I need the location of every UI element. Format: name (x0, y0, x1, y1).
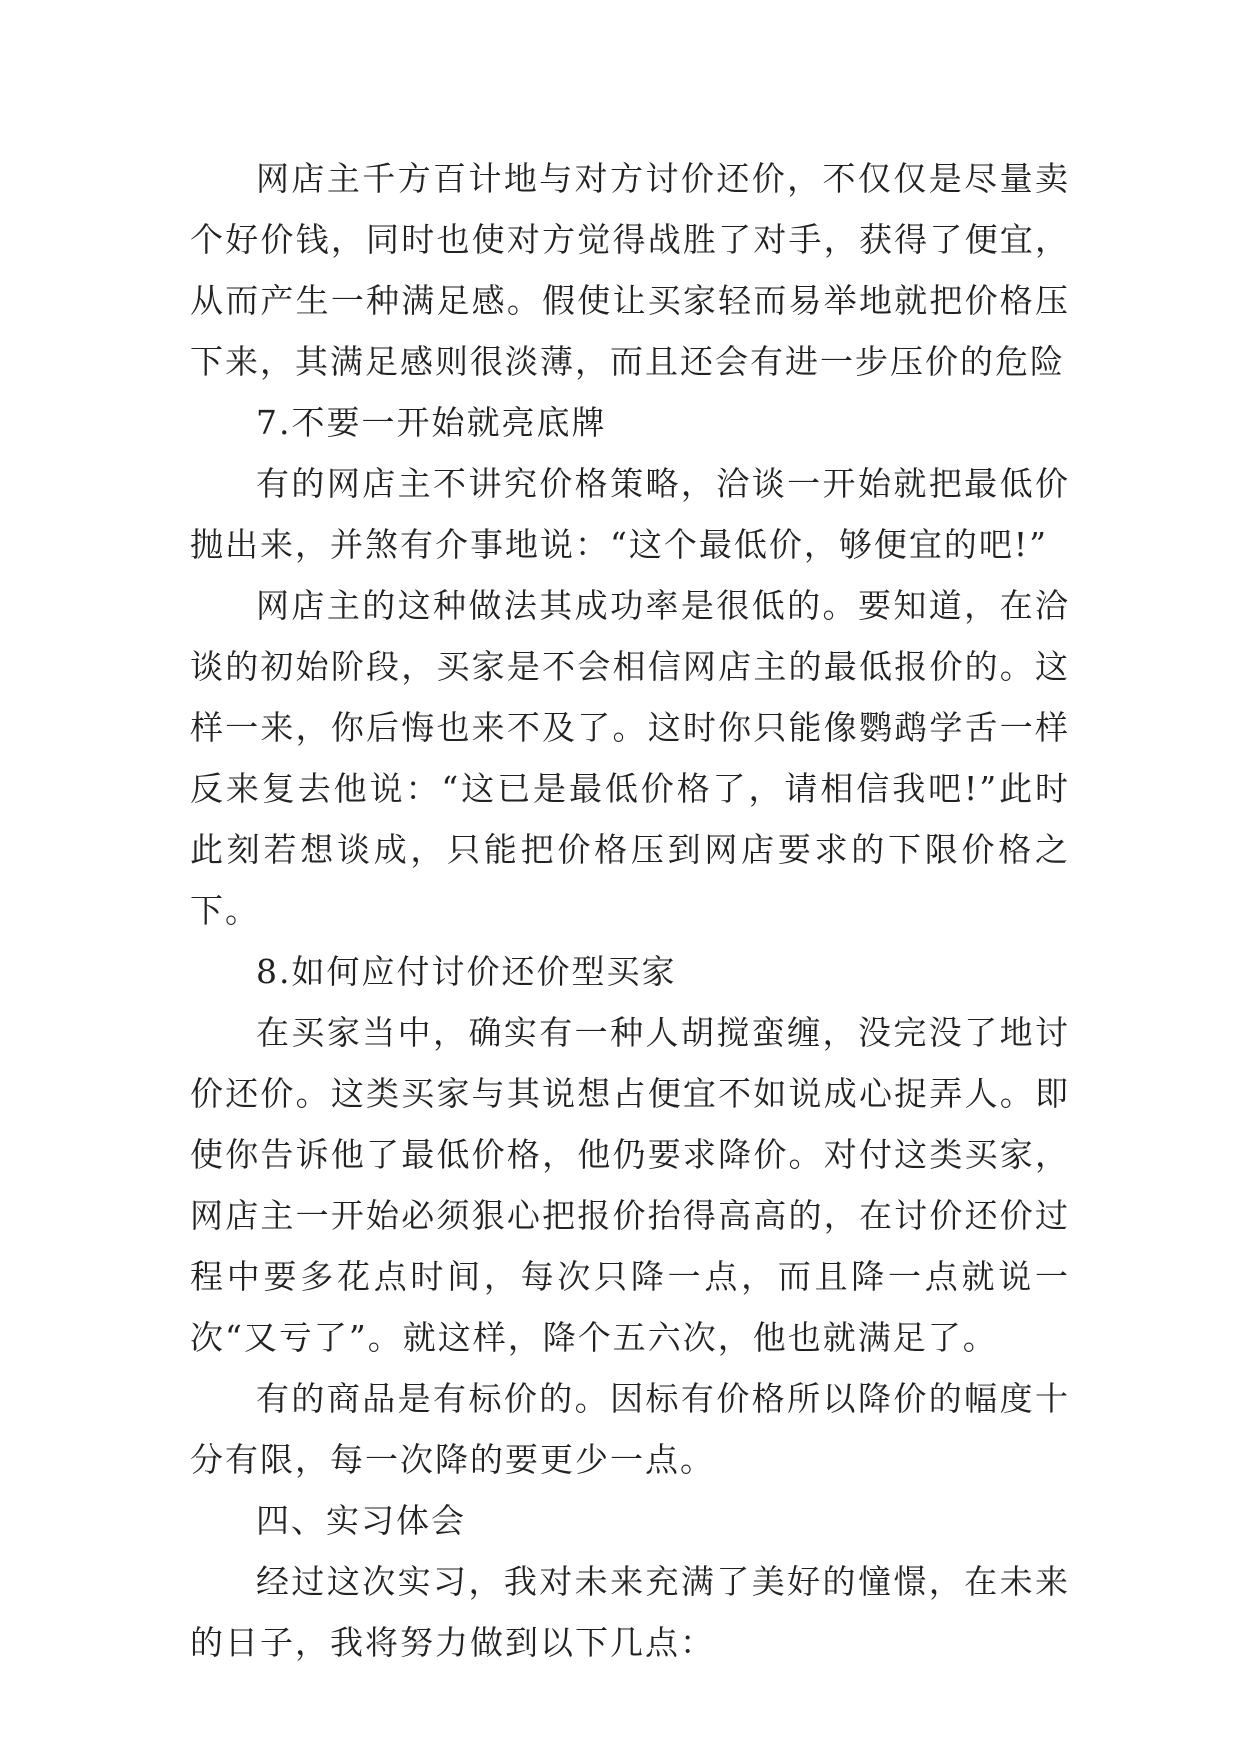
section-heading-internship-experience: 四、实习体会 (256, 1501, 466, 1540)
document-body (190, 148, 1070, 1673)
paragraph-marked-price: 有的商品是有标价的。因标有价格所以降价的幅度十分有限，每一次降的要更少一点。 (190, 1379, 1070, 1479)
paragraph-lowest-price-upfront: 有的网店主不讲究价格策略，洽谈一开始就把最低价抛出来，并煞有介事地说：“这个最低价，够便宜的吧!” (190, 464, 1070, 564)
section-heading-8: 8.如何应付讨价还价型买家 (256, 952, 677, 991)
paragraph-future-goals: 经过这次实习，我对未来充满了美好的憧憬，在未来的日子，我将努力做到以下几点： (190, 1562, 1070, 1662)
section-heading-7: 7.不要一开始就亮底牌 (256, 403, 607, 442)
paragraph-bargaining-buyers: 在买家当中，确实有一种人胡搅蛮缠，没完没了地讨价还价。这类买家与其说想占便宜不如说成心捉弄人。即使你告诉他了最低价格，他仍要求降价。对付这类买家，网店主一开始必须狠心把报价抬得高高的，在讨价还价过程中要多花点时间，每次只降一点，而且降一点就说一次“又亏了”。就这样，降个五六次，他也就满足了。 (190, 1013, 1070, 1357)
paragraph-bargaining-satisfaction: 网店主千方百计地与对方讨价还价，不仅仅是尽量卖个好价钱，同时也使对方觉得战胜了对手，获得了便宜，从而产生一种满足感。假使让买家轻而易举地就把价格压下来，其满足感则很淡薄，而且还会有进一步压价的危险 (190, 159, 1070, 381)
paragraph-low-success-rate: 网店主的这种做法其成功率是很低的。要知道，在洽谈的初始阶段，买家是不会相信网店主的最低报价的。这样一来，你后悔也来不及了。这时你只能像鹦鹉学舌一样反来复去他说：“这已是最低价格了，请相信我吧!”此时此刻若想谈成，只能把价格压到网店要求的下限价格之下。 (190, 586, 1070, 930)
